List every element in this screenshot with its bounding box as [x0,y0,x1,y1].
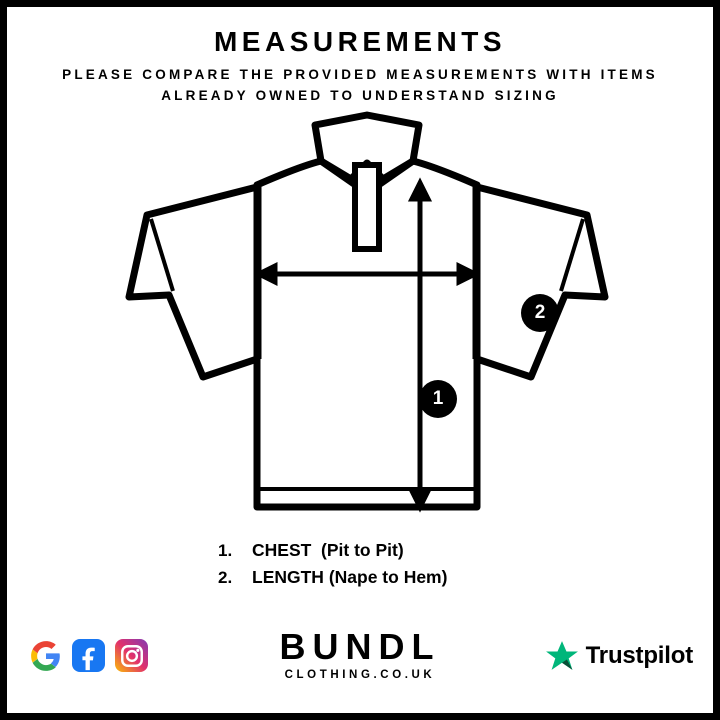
callout-badge-1: 1 [419,380,457,418]
callout-badge-2: 2 [521,294,559,332]
trustpilot-star-icon [545,639,579,673]
legend-number: 2. [218,568,233,587]
trustpilot-badge[interactable] [545,639,693,673]
footer [7,613,713,699]
legend-number: 1. [218,541,233,560]
legend-label-text: CHEST [252,540,312,560]
legend-label-text: LENGTH [252,567,324,587]
legend-item-length [7,567,713,588]
legend-detail-text: (Nape to Hem) [328,567,448,587]
brand-domain: CLOTHING.CO.UK [284,669,436,681]
brand-name: BUNDL [279,626,441,667]
legend [7,540,713,594]
legend-detail-text: (Pit to Pit) [321,540,404,560]
garment-diagram [107,107,627,527]
legend-label [252,567,502,588]
trustpilot-label: Trustpilot [585,642,693,669]
page-subtitle: PLEASE COMPARE THE PROVIDED MEASUREMENTS WITH ITEMS ALREADY OWNED TO UNDERSTAND SIZING [62,66,658,103]
legend-label [252,540,502,561]
page-title: MEASUREMENTS [213,26,506,57]
legend-item-chest [7,540,713,561]
header [7,27,713,107]
